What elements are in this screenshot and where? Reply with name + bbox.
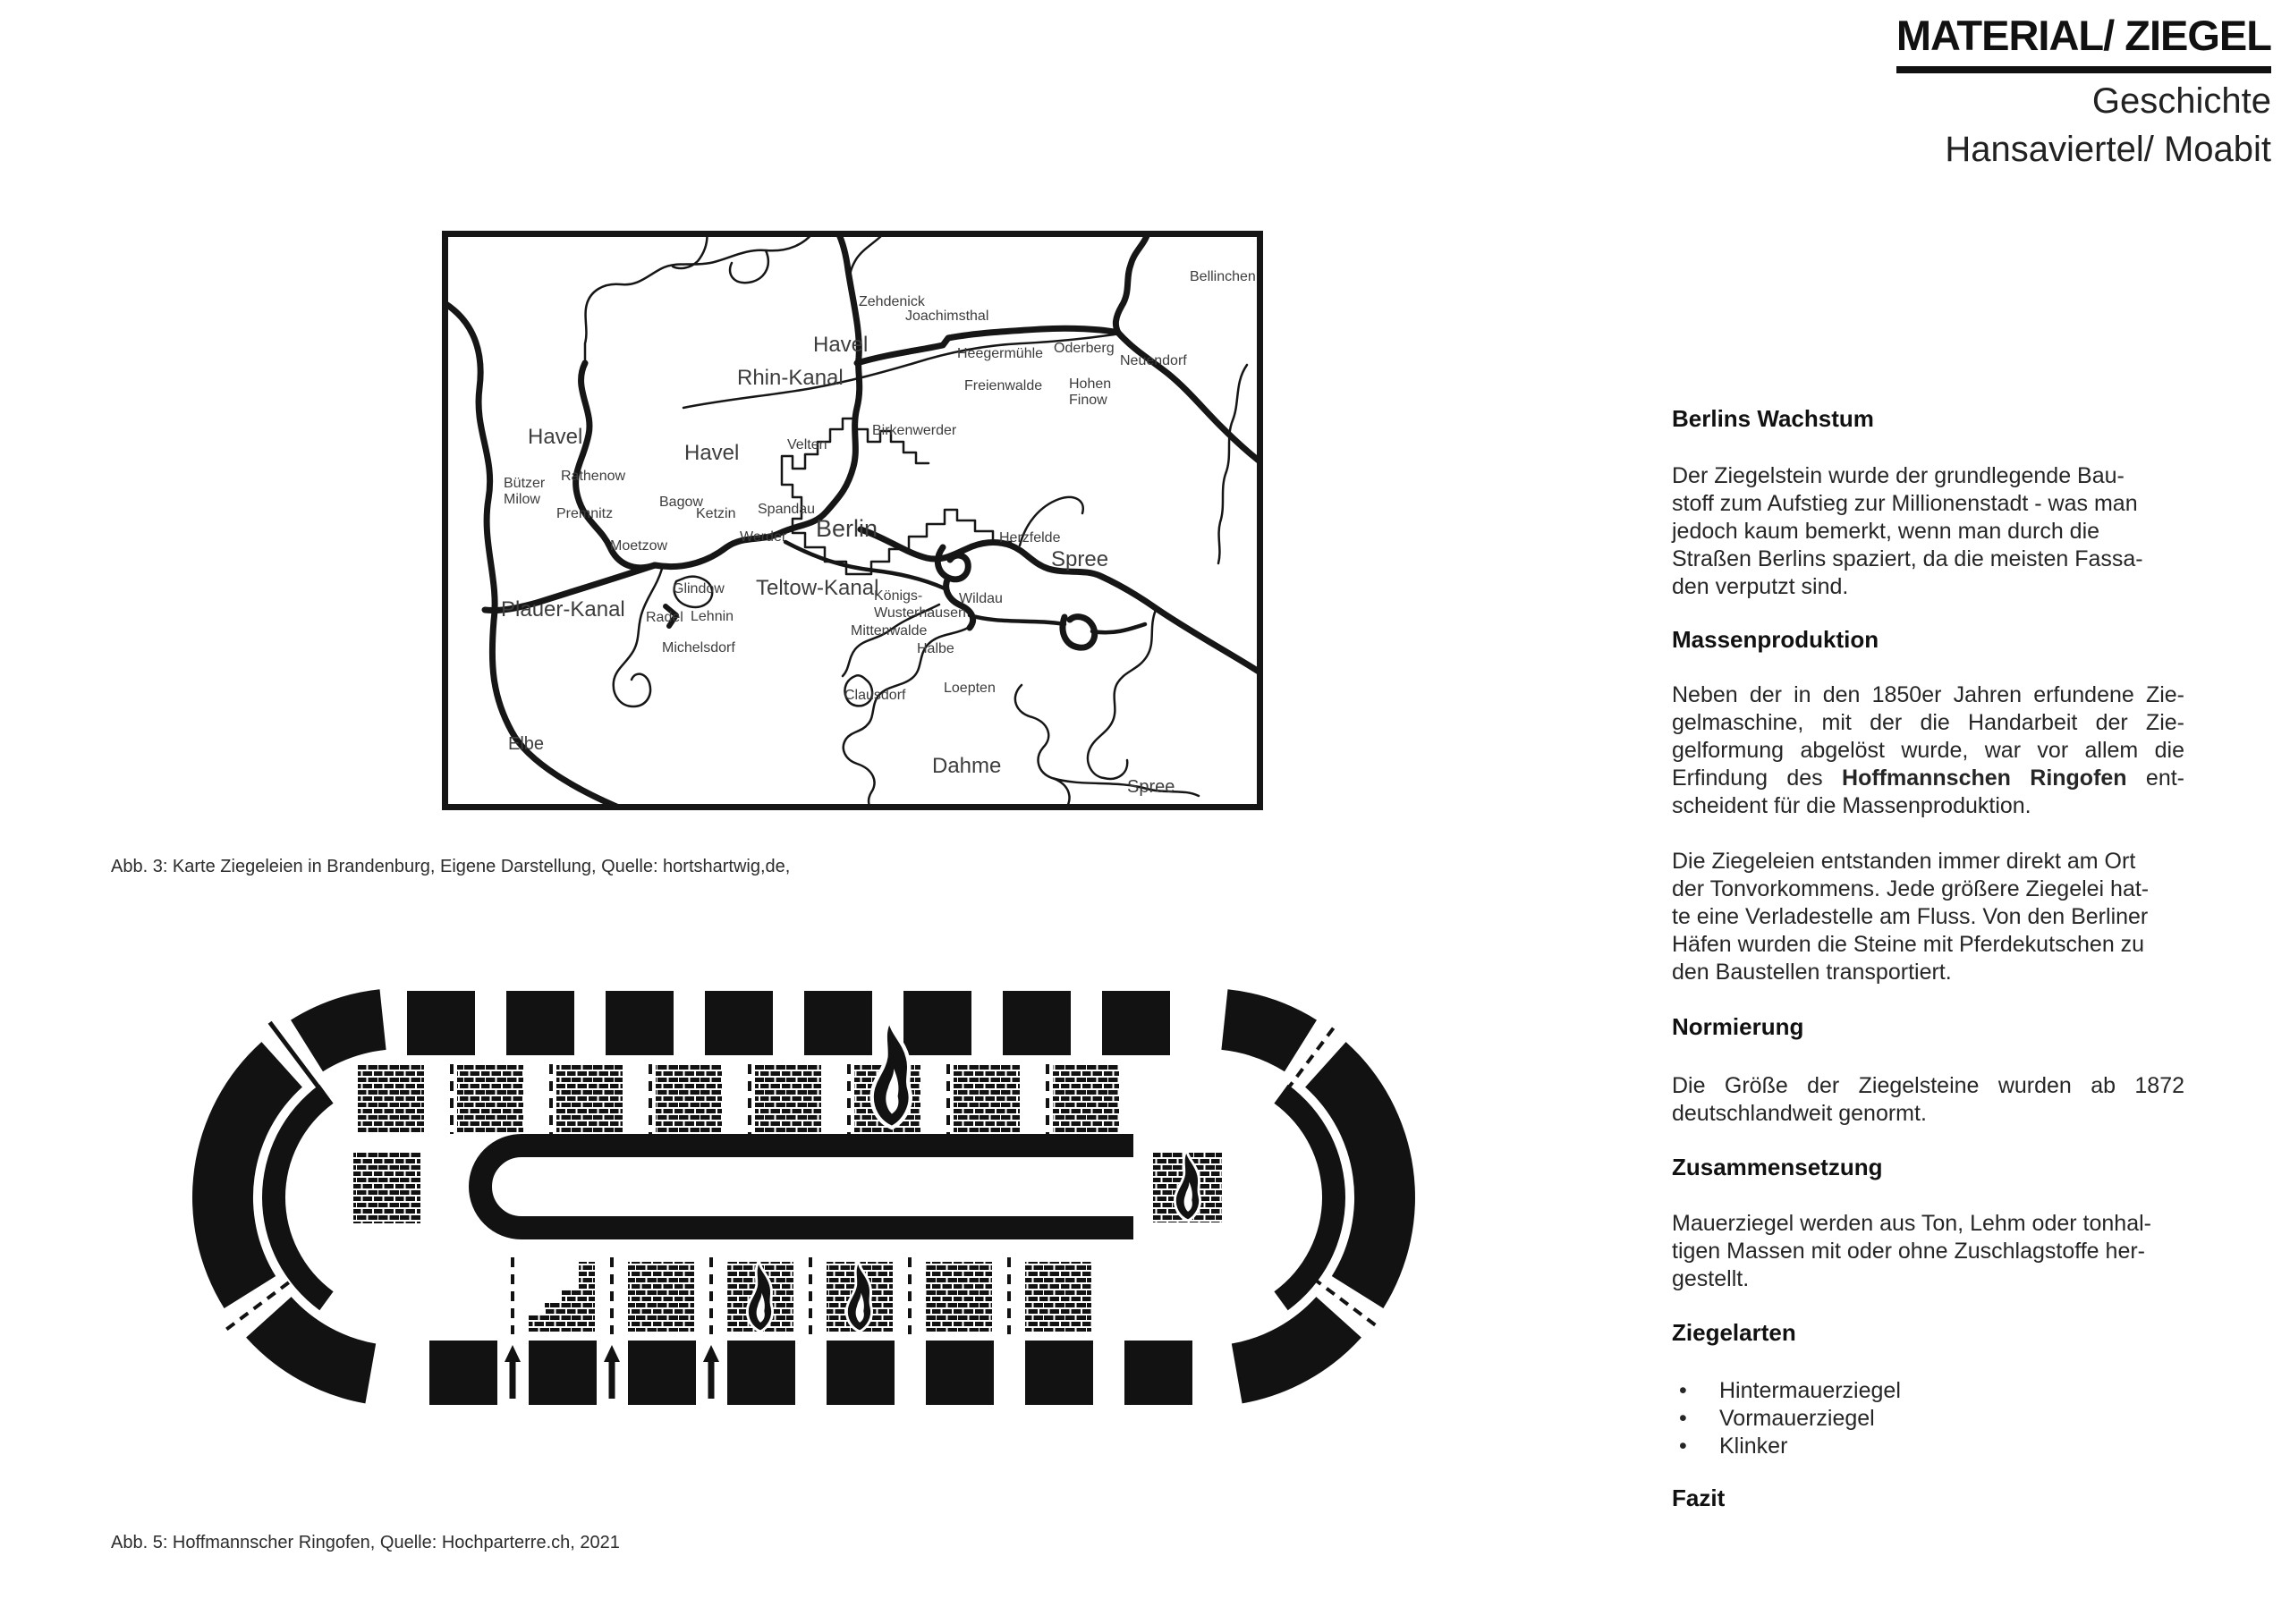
map-label-zehdenick: Zehdenick [859, 294, 925, 309]
map-label-velten: Velten [787, 437, 827, 453]
map-label-hohen: Hohen [1069, 376, 1112, 392]
kiln-chamber-walls [407, 991, 1192, 1405]
map-label-milow: Milow [504, 492, 540, 507]
kiln-brick-stack-left-end [353, 1152, 420, 1223]
map-label-moetzow: Moetzow [610, 538, 668, 554]
map-label-werder: Werder [740, 529, 787, 545]
brandenburg-map [442, 231, 1263, 810]
zehdenick-stream [850, 231, 887, 279]
map-label-bagow: Bagow [659, 495, 703, 510]
section-heading-berlins-wachstum: Berlins Wachstum [1672, 405, 1874, 432]
paragraph-zusammensetzung: Mauerziegel werden aus Ton, Lehm oder tonhal- tigen Massen mit oder ohne Zuschlagstoffe her- gestellt. [1672, 1211, 2151, 1291]
map-label-michelsdorf: Michelsdorf [662, 640, 735, 656]
map-label-freienwalde: Freienwalde [964, 378, 1043, 393]
ring-arc-left-top [291, 989, 386, 1071]
ring-kiln-figure [185, 989, 1422, 1407]
brandenburg-map-figure [442, 231, 1263, 810]
michelsdorf-stream [614, 569, 662, 706]
ring-arc-right-bottom [1232, 1297, 1361, 1403]
page-subtitle-2: Hansaviertel/ Moabit [1945, 130, 2271, 169]
page-subtitle-1: Geschichte [2091, 81, 2271, 121]
knot-connector [970, 615, 1145, 632]
map-label-havel-west: Havel [528, 425, 583, 449]
map-label-neuendorf: Neuendorf [1120, 353, 1187, 368]
map-label-heegermuehle: Heegermühle [957, 346, 1044, 361]
map-label-spree-sued: Spree [1127, 777, 1175, 797]
kiln-brick-stacks-top [358, 1064, 1119, 1134]
ring-arc-right-top [1221, 989, 1317, 1071]
map-label-spree: Spree [1051, 547, 1109, 571]
map-label-berlin: Berlin [816, 515, 878, 542]
section-heading-massenproduktion: Massenproduktion [1672, 626, 1879, 653]
map-label-joachimsthal: Joachimsthal [905, 309, 989, 324]
map-label-plauer-kanal: Plauer-Kanal [501, 597, 625, 622]
map-label-dahme: Dahme [932, 754, 1002, 778]
river-oder-north [1115, 231, 1149, 333]
ring-arc-left-bottom [246, 1297, 376, 1403]
kiln-central-channel [480, 1146, 1133, 1228]
map-label-halbe: Halbe [917, 641, 954, 656]
map-label-birkenwerder: Birkenwerder [872, 423, 957, 438]
map-label-rhin-kanal: Rhin-Kanal [737, 366, 844, 390]
kiln-caption: Abb. 5: Hoffmannscher Ringofen, Quelle: Hochparterre.ch, 2021 [111, 1533, 620, 1552]
paragraph-massenproduktion-2: Die Ziegeleien entstanden immer direkt am Ort der Tonvorkommens. Jede größere Ziegelei hat- te eine Verladestelle am Fluss. Von den Berliner Häfen wurden die Steine mit Pferdekutschen zu den Baustellen transportiert. [1672, 849, 2150, 985]
paragraph-massenproduktion-1: Neben der in den 1850er Jahren erfundene Zie- gelmaschine, mit der die Handarbeit der Zie- gelformung abgelöst wurde, war vor allem die Erfindung des Hoffmannschen Ringofen ent- scheident für die Massenproduktion. [1672, 682, 2184, 818]
map-label-havel-mid: Havel [684, 441, 740, 465]
map-label-loepten: Loepten [944, 681, 996, 696]
map-labels [501, 269, 1256, 797]
map-label-clausdorf: Clausdorf [844, 688, 906, 703]
list-item: • Vormauerziegel [1679, 1406, 1875, 1431]
map-label-radel: Radel [646, 610, 683, 625]
map-label-finow: Finow [1069, 393, 1107, 408]
map-label-mittenwalde: Mittenwalde [851, 623, 928, 639]
map-label-lehnin: Lehnin [691, 609, 734, 624]
list-item: • Klinker [1679, 1434, 1788, 1459]
section-heading-fazit: Fazit [1672, 1484, 1726, 1511]
map-label-oderberg: Oderberg [1054, 341, 1115, 356]
map-label-buetzer: Bützer [504, 476, 546, 491]
map-label-elbe: Elbe [508, 734, 545, 754]
header-block [1896, 11, 2271, 170]
map-caption: Abb. 3: Karte Ziegeleien in Brandenburg, Eigene Darstellung, Quelle: hortshartwig,de, [111, 857, 791, 876]
river-dahme-loop [1063, 617, 1095, 648]
map-label-spandau: Spandau [758, 502, 816, 517]
section-heading-ziegelarten: Ziegelarten [1672, 1319, 1796, 1346]
map-label-bellinchen: Bellinchen [1190, 269, 1256, 284]
river-havel-west [576, 363, 655, 568]
northwest-stream-1 [585, 231, 816, 363]
ziegelarten-list [1672, 1377, 2184, 1460]
list-item: • Hintermauerziegel [1679, 1378, 1901, 1403]
paragraph-normierung: Die Größe der Ziegelsteine wurden ab 1872 deutschlandweit genormt. [1672, 1073, 2184, 1126]
map-label-ketzin: Ketzin [696, 506, 736, 521]
east-meander [1088, 610, 1156, 779]
kiln-brick-stack-stair [529, 1262, 595, 1332]
hoffmann-ring-kiln-diagram [185, 989, 1422, 1407]
map-label-premnitz: Premnitz [556, 506, 614, 521]
page-title: MATERIAL/ ZIEGEL [1896, 11, 2271, 73]
map-label-wusterhausen: Wusterhausen [874, 605, 966, 621]
map-label-herzfelde: Herzfelde [999, 530, 1061, 546]
map-label-glindow: Glindow [673, 581, 725, 596]
east-border-stream [1218, 365, 1247, 563]
section-heading-normierung: Normierung [1672, 1013, 1804, 1040]
map-label-havel-top: Havel [813, 333, 869, 357]
map-label-koenigs: Königs- [874, 588, 923, 604]
map-label-wildau: Wildau [959, 591, 1003, 606]
section-heading-zusammensetzung: Zusammensetzung [1672, 1154, 1883, 1180]
map-label-rathenow: Rathenow [561, 469, 626, 484]
paragraph-berlins-wachstum: Der Ziegelstein wurde der grundlegende Bau- stoff zum Aufstieg zur Millionenstadt - was man jedoch kaum bemerkt, wenn man durch die Straßen Berlins spaziert, da die meisten Fassa- den verputzt sind. [1672, 463, 2143, 599]
map-label-teltow-kanal: Teltow-Kanal [756, 576, 879, 600]
